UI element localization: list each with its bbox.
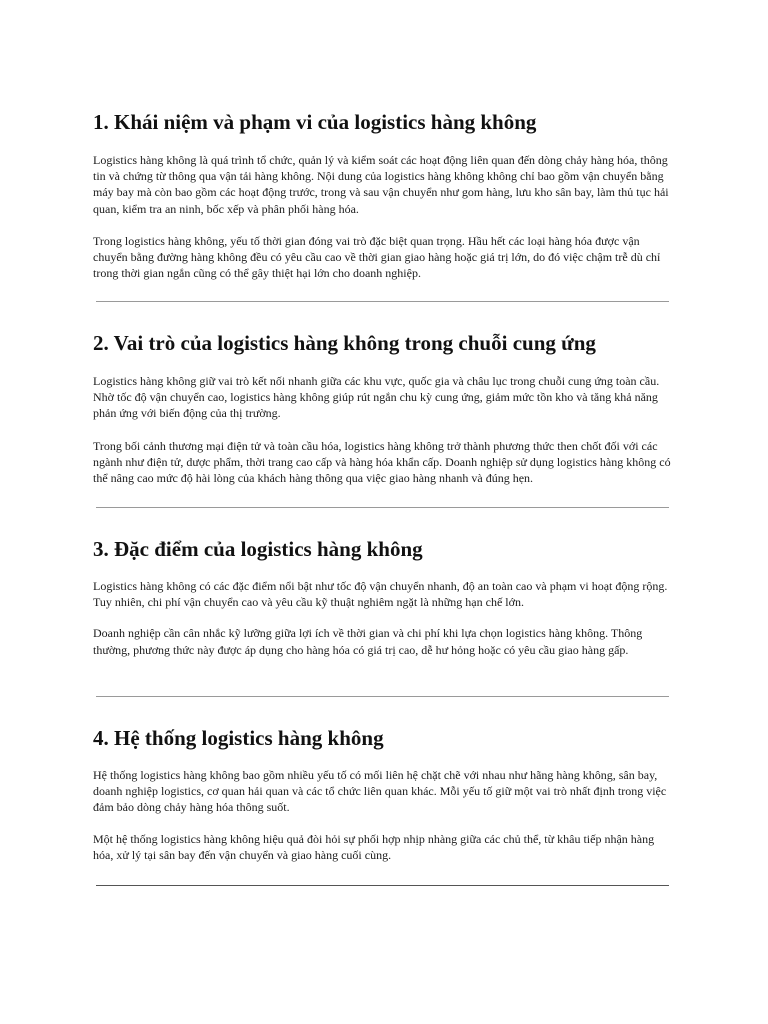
section-paragraph: Hệ thống logistics hàng không bao gồm nhiều yếu tố có mối liên hệ chặt chẽ với nhau như hãng hàng không, sân bay, doanh nghiệp logistics, cơ quan hải quan và các tổ chức liên quan khác. Mỗi yếu tố giữ một vai trò nhất định trong việc đảm bảo dòng chảy hàng hóa thông suốt. <box>93 768 667 815</box>
section-divider <box>96 507 669 508</box>
section-heading: 2. Vai trò của logistics hàng không trong chuỗi cung ứng <box>93 331 596 355</box>
section-2 <box>93 330 675 486</box>
section-heading: 1. Khái niệm và phạm vi của logistics hàng không <box>93 110 537 134</box>
section-heading: 4. Hệ thống logistics hàng không <box>93 726 384 750</box>
section-paragraph: Logistics hàng không có các đặc điểm nổi bật như tốc độ vận chuyển nhanh, độ an toàn cao và phạm vi hoạt động rộng. Tuy nhiên, chi phí vận chuyển cao và yêu cầu kỹ thuật nghiêm ngặt là những hạn chế lớn. <box>93 579 668 610</box>
section-3 <box>93 536 675 658</box>
section-paragraph: Trong logistics hàng không, yếu tố thời gian đóng vai trò đặc biệt quan trọng. Hầu hết các loại hàng hóa được vận chuyển bằng đường hàng không đều có yêu cầu cao về thời gian giao hàng hoặc giá trị lớn, do đó việc chậm trễ dù chỉ trong thời gian ngắn cũng có thể gây thiệt hại lớn cho doanh nghiệp. <box>93 233 661 281</box>
section-paragraph: Trong bối cảnh thương mại điện tử và toàn cầu hóa, logistics hàng không trở thành phương thức then chốt đối với các ngành như điện tử, dược phẩm, thời trang cao cấp và hàng hóa khẩn cấp. Doanh nghiệp sử dụng logistics hàng không có thể nâng cao mức độ hài lòng của khách hàng thông qua việc giao hàng nhanh và đúng hẹn. <box>93 438 671 486</box>
section-paragraph: Logistics hàng không là quá trình tổ chức, quản lý và kiểm soát các hoạt động liên quan đến dòng chảy hàng hóa, thông tin và chứng từ thông qua vận tải hàng không. Nội dung của logistics hàng không không chỉ bao gồm vận chuyển bằng máy bay mà còn bao gồm các hoạt động trước, trong và sau vận chuyển như gom hàng, lưu kho sân bay, làm thủ tục hải quan, kiểm tra an ninh, bốc xếp và phân phối hàng hóa. <box>93 153 669 216</box>
section-paragraph: Doanh nghiệp cần cân nhắc kỹ lưỡng giữa lợi ích về thời gian và chi phí khi lựa chọn logistics hàng không. Thông thường, phương thức này được áp dụng cho hàng hóa có giá trị cao, dễ hư hỏng hoặc có yêu cầu giao hàng gấp. <box>93 626 643 657</box>
section-heading: 3. Đặc điểm của logistics hàng không <box>93 537 423 561</box>
section-divider <box>96 301 669 302</box>
section-divider <box>96 696 669 697</box>
section-divider <box>96 885 669 886</box>
section-paragraph: Một hệ thống logistics hàng không hiệu quả đòi hỏi sự phối hợp nhịp nhàng giữa các chủ thể, từ khâu tiếp nhận hàng hóa, xử lý tại sân bay đến vận chuyển và giao hàng cuối cùng. <box>93 831 655 862</box>
section-1 <box>93 109 675 281</box>
section-paragraph: Logistics hàng không giữ vai trò kết nối nhanh giữa các khu vực, quốc gia và châu lục trong chuỗi cung ứng toàn cầu. Nhờ tốc độ vận chuyển cao, logistics hàng không giúp rút ngắn chu kỳ cung ứng, giảm mức tồn kho và tăng khả năng phản ứng với biến động của thị trường. <box>93 374 660 421</box>
section-4 <box>93 725 675 863</box>
